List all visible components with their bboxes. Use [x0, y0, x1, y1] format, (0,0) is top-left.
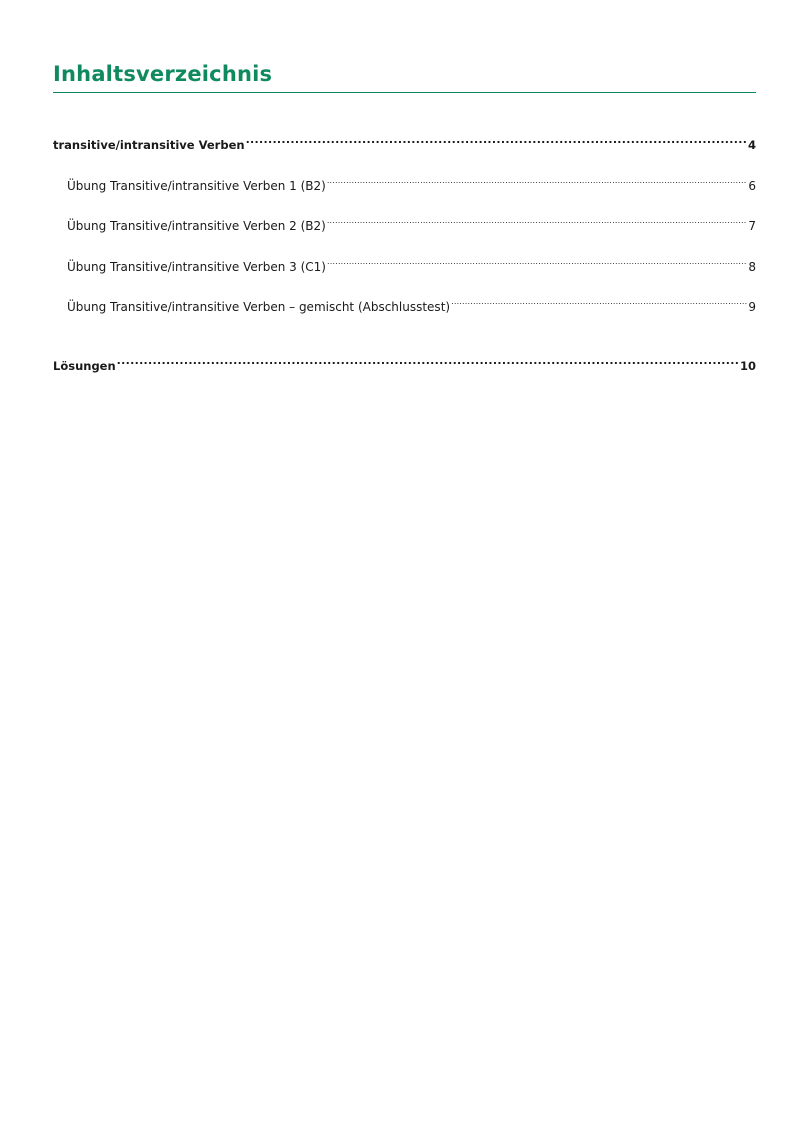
toc-dot-leader — [327, 253, 747, 271]
toc-entry-transitive-intransitive-verben[interactable] — [53, 131, 756, 152]
toc-entry-page-number: 9 — [748, 300, 756, 314]
toc-dot-leader — [246, 131, 747, 149]
toc-entry-label: Lösungen — [53, 359, 116, 373]
toc-entry-label: Übung Transitive/intransitive Verben 3 (C1) — [67, 260, 326, 274]
toc-entry-page-number: 10 — [739, 359, 756, 373]
toc-entry-label: transitive/intransitive Verben — [53, 138, 245, 152]
title-divider — [53, 92, 756, 93]
toc-entry-page-number: 6 — [748, 179, 756, 193]
toc-dot-leader — [327, 212, 748, 230]
toc-dot-leader — [327, 172, 748, 190]
toc-dot-leader — [117, 352, 739, 370]
toc-entry-label: Übung Transitive/intransitive Verben 2 (B2) — [67, 219, 326, 233]
toc-entry-uebung-3[interactable] — [67, 253, 756, 274]
toc-entry-uebung-1[interactable] — [67, 172, 756, 193]
toc-entry-page-number: 4 — [747, 138, 756, 152]
toc-entry-page-number: 8 — [748, 260, 756, 274]
toc-title: Inhaltsverzeichnis — [53, 62, 273, 86]
toc-entry-uebung-gemischt[interactable] — [67, 293, 756, 314]
toc-entry-uebung-2[interactable] — [67, 212, 756, 233]
toc-entry-label: Übung Transitive/intransitive Verben 1 (B2) — [67, 179, 326, 193]
toc-entry-label: Übung Transitive/intransitive Verben – gemischt (Abschlusstest) — [67, 300, 451, 314]
toc-entry-loesungen[interactable] — [53, 352, 756, 373]
toc-entry-page-number: 7 — [748, 219, 756, 233]
toc-dot-leader — [451, 293, 747, 311]
